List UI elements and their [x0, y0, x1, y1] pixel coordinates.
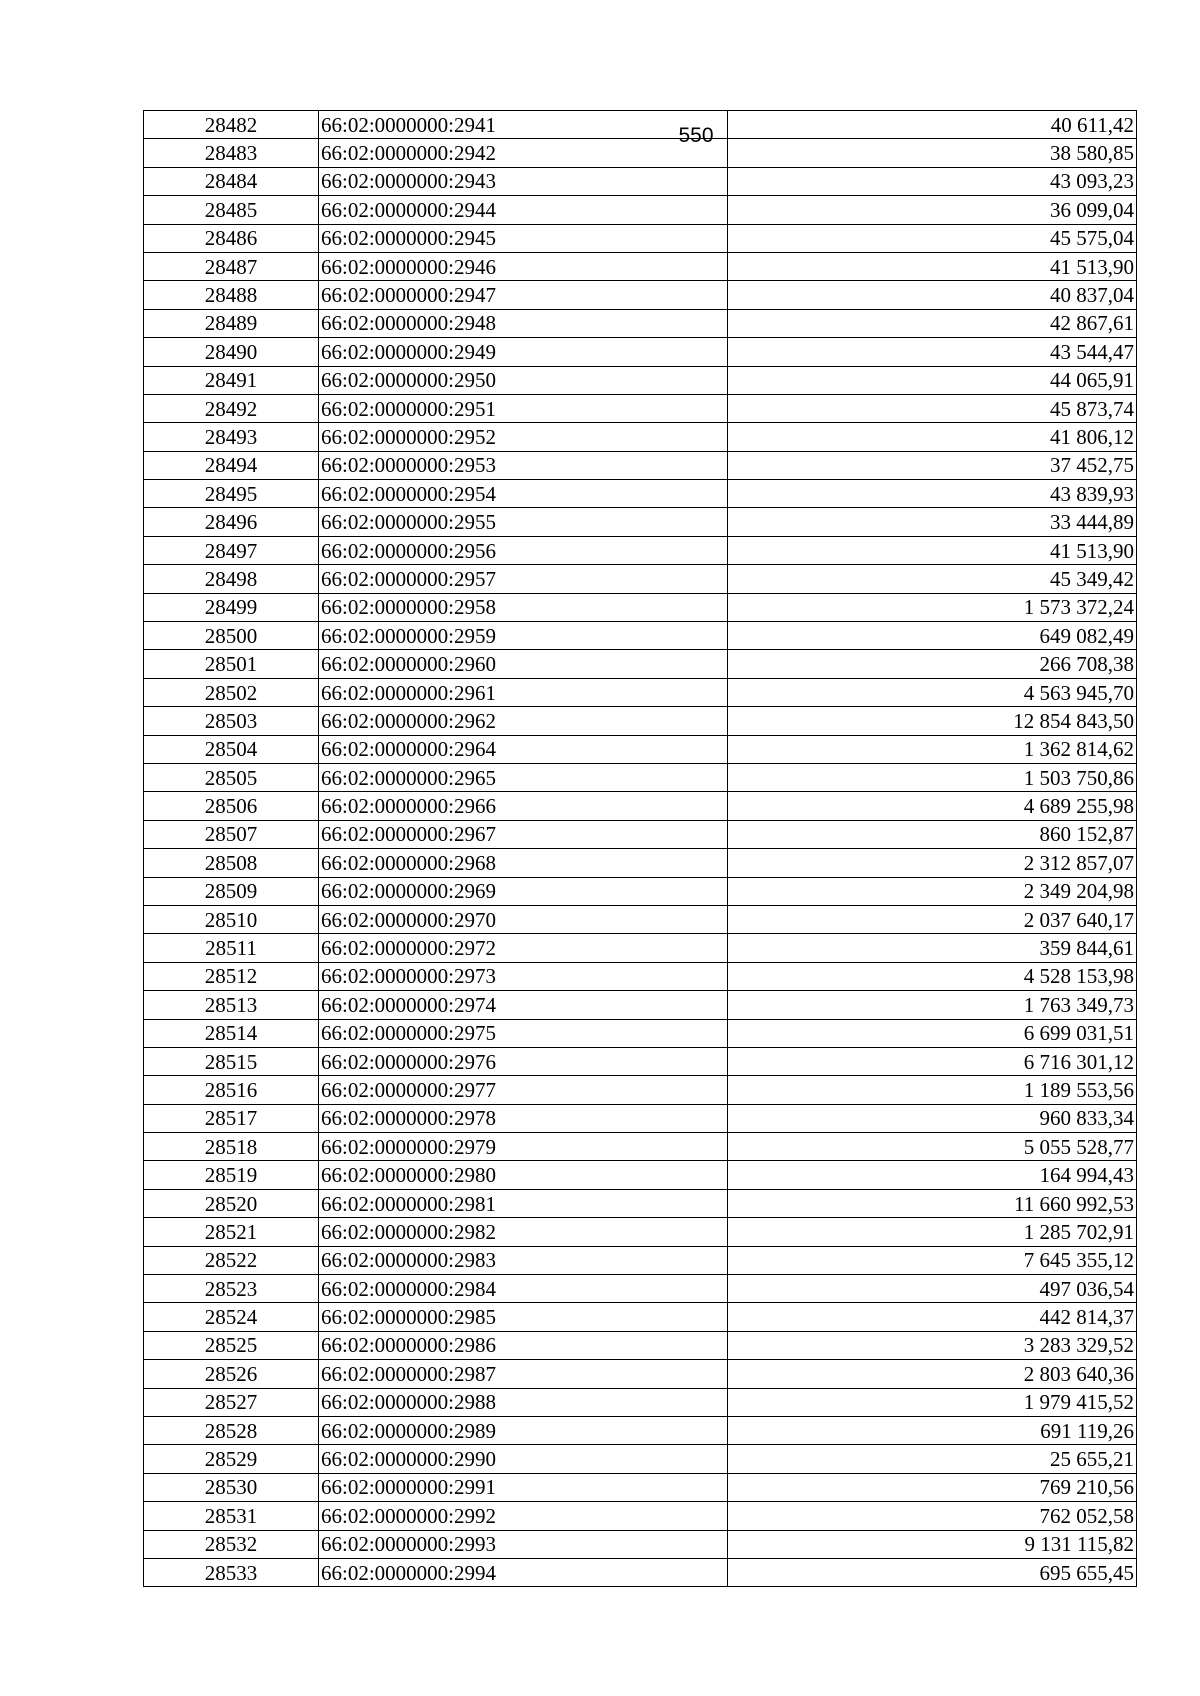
cadastral-value-cell: 1 189 553,56 [728, 1076, 1137, 1104]
cadastral-number-cell: 66:02:0000000:2985 [319, 1303, 728, 1331]
table-row [144, 252, 1137, 280]
cadastral-value-cell: 12 854 843,50 [728, 707, 1137, 735]
cadastral-number-cell: 66:02:0000000:2984 [319, 1275, 728, 1303]
row-number-cell: 28491 [144, 366, 319, 394]
cadastral-number-cell: 66:02:0000000:2944 [319, 196, 728, 224]
table-row [144, 1189, 1137, 1217]
table-row [144, 224, 1137, 252]
table-row [144, 394, 1137, 422]
row-number-cell: 28501 [144, 650, 319, 678]
table-row [144, 707, 1137, 735]
cadastral-number-cell: 66:02:0000000:2965 [319, 763, 728, 791]
row-number-cell: 28507 [144, 820, 319, 848]
cadastral-number-cell: 66:02:0000000:2972 [319, 934, 728, 962]
row-number-cell: 28503 [144, 707, 319, 735]
cadastral-number-cell: 66:02:0000000:2952 [319, 423, 728, 451]
row-number-cell: 28533 [144, 1558, 319, 1586]
cadastral-value-cell: 6 716 301,12 [728, 1047, 1137, 1075]
table-row [144, 934, 1137, 962]
table-row [144, 1019, 1137, 1047]
cadastral-value-cell: 769 210,56 [728, 1473, 1137, 1501]
cadastral-value-cell: 1 763 349,73 [728, 991, 1137, 1019]
table-row [144, 1303, 1137, 1331]
cadastral-number-cell: 66:02:0000000:2955 [319, 508, 728, 536]
cadastral-value-cell: 38 580,85 [728, 139, 1137, 167]
row-number-cell: 28509 [144, 877, 319, 905]
cadastral-value-cell: 1 573 372,24 [728, 593, 1137, 621]
cadastral-number-cell: 66:02:0000000:2949 [319, 338, 728, 366]
cadastral-number-cell: 66:02:0000000:2981 [319, 1189, 728, 1217]
table-row [144, 1388, 1137, 1416]
cadastral-number-cell: 66:02:0000000:2941 [319, 111, 728, 139]
cadastral-value-cell: 691 119,26 [728, 1416, 1137, 1444]
row-number-cell: 28490 [144, 338, 319, 366]
table-row [144, 1104, 1137, 1132]
cadastral-value-cell: 4 528 153,98 [728, 962, 1137, 990]
cadastral-value-cell: 1 503 750,86 [728, 763, 1137, 791]
row-number-cell: 28517 [144, 1104, 319, 1132]
cadastral-value-cell: 960 833,34 [728, 1104, 1137, 1132]
cadastral-number-cell: 66:02:0000000:2978 [319, 1104, 728, 1132]
cadastral-number-cell: 66:02:0000000:2987 [319, 1360, 728, 1388]
cadastral-number-cell: 66:02:0000000:2953 [319, 451, 728, 479]
cadastral-value-cell: 45 349,42 [728, 565, 1137, 593]
row-number-cell: 28496 [144, 508, 319, 536]
table-row [144, 849, 1137, 877]
row-number-cell: 28500 [144, 622, 319, 650]
row-number-cell: 28515 [144, 1047, 319, 1075]
cadastral-value-cell: 1 979 415,52 [728, 1388, 1137, 1416]
row-number-cell: 28492 [144, 394, 319, 422]
cadastral-number-cell: 66:02:0000000:2986 [319, 1331, 728, 1359]
row-number-cell: 28502 [144, 678, 319, 706]
row-number-cell: 28518 [144, 1133, 319, 1161]
cadastral-number-cell: 66:02:0000000:2994 [319, 1558, 728, 1586]
row-number-cell: 28525 [144, 1331, 319, 1359]
row-number-cell: 28499 [144, 593, 319, 621]
cadastral-number-cell: 66:02:0000000:2958 [319, 593, 728, 621]
row-number-cell: 28486 [144, 224, 319, 252]
cadastral-value-cell: 860 152,87 [728, 820, 1137, 848]
table-row [144, 1218, 1137, 1246]
table-row [144, 1047, 1137, 1075]
cadastral-number-cell: 66:02:0000000:2969 [319, 877, 728, 905]
cadastral-value-cell: 442 814,37 [728, 1303, 1137, 1331]
cadastral-number-cell: 66:02:0000000:2980 [319, 1161, 728, 1189]
row-number-cell: 28495 [144, 480, 319, 508]
cadastral-number-cell: 66:02:0000000:2943 [319, 167, 728, 195]
cadastral-value-cell: 359 844,61 [728, 934, 1137, 962]
cadastral-value-cell: 695 655,45 [728, 1558, 1137, 1586]
cadastral-value-cell: 41 513,90 [728, 252, 1137, 280]
row-number-cell: 28498 [144, 565, 319, 593]
row-number-cell: 28482 [144, 111, 319, 139]
table-row [144, 763, 1137, 791]
row-number-cell: 28513 [144, 991, 319, 1019]
cadastral-number-cell: 66:02:0000000:2989 [319, 1416, 728, 1444]
table-row [144, 1473, 1137, 1501]
cadastral-number-cell: 66:02:0000000:2973 [319, 962, 728, 990]
cadastral-number-cell: 66:02:0000000:2968 [319, 849, 728, 877]
table-row [144, 962, 1137, 990]
row-number-cell: 28510 [144, 905, 319, 933]
table-row [144, 423, 1137, 451]
cadastral-value-cell: 3 283 329,52 [728, 1331, 1137, 1359]
data-table [143, 110, 1137, 1587]
row-number-cell: 28494 [144, 451, 319, 479]
cadastral-value-cell: 5 055 528,77 [728, 1133, 1137, 1161]
cadastral-number-cell: 66:02:0000000:2947 [319, 281, 728, 309]
cadastral-number-cell: 66:02:0000000:2982 [319, 1218, 728, 1246]
cadastral-number-cell: 66:02:0000000:2988 [319, 1388, 728, 1416]
cadastral-value-cell: 2 312 857,07 [728, 849, 1137, 877]
table-row [144, 678, 1137, 706]
cadastral-number-cell: 66:02:0000000:2976 [319, 1047, 728, 1075]
table-row [144, 1275, 1137, 1303]
table-row [144, 451, 1137, 479]
cadastral-value-cell: 41 513,90 [728, 536, 1137, 564]
cadastral-number-cell: 66:02:0000000:2974 [319, 991, 728, 1019]
row-number-cell: 28487 [144, 252, 319, 280]
cadastral-number-cell: 66:02:0000000:2951 [319, 394, 728, 422]
row-number-cell: 28527 [144, 1388, 319, 1416]
cadastral-value-cell: 43 839,93 [728, 480, 1137, 508]
table-row [144, 366, 1137, 394]
cadastral-number-cell: 66:02:0000000:2948 [319, 309, 728, 337]
cadastral-number-cell: 66:02:0000000:2993 [319, 1530, 728, 1558]
cadastral-number-cell: 66:02:0000000:2960 [319, 650, 728, 678]
table-row [144, 1076, 1137, 1104]
cadastral-value-cell: 1 285 702,91 [728, 1218, 1137, 1246]
cadastral-number-cell: 66:02:0000000:2970 [319, 905, 728, 933]
row-number-cell: 28485 [144, 196, 319, 224]
row-number-cell: 28504 [144, 735, 319, 763]
cadastral-number-cell: 66:02:0000000:2964 [319, 735, 728, 763]
cadastral-value-cell: 4 563 945,70 [728, 678, 1137, 706]
cadastral-value-cell: 4 689 255,98 [728, 792, 1137, 820]
table-row [144, 309, 1137, 337]
cadastral-number-cell: 66:02:0000000:2946 [319, 252, 728, 280]
cadastral-number-cell: 66:02:0000000:2950 [319, 366, 728, 394]
table-row [144, 1161, 1137, 1189]
cadastral-number-cell: 66:02:0000000:2957 [319, 565, 728, 593]
table-row [144, 991, 1137, 1019]
table-row [144, 820, 1137, 848]
table-row [144, 338, 1137, 366]
row-number-cell: 28516 [144, 1076, 319, 1104]
row-number-cell: 28526 [144, 1360, 319, 1388]
cadastral-number-cell: 66:02:0000000:2983 [319, 1246, 728, 1274]
table-row [144, 1530, 1137, 1558]
cadastral-value-cell: 11 660 992,53 [728, 1189, 1137, 1217]
table-row [144, 281, 1137, 309]
cadastral-value-cell: 37 452,75 [728, 451, 1137, 479]
cadastral-value-cell: 42 867,61 [728, 309, 1137, 337]
cadastral-number-cell: 66:02:0000000:2967 [319, 820, 728, 848]
row-number-cell: 28530 [144, 1473, 319, 1501]
cadastral-value-cell: 36 099,04 [728, 196, 1137, 224]
table-row [144, 622, 1137, 650]
table-row [144, 1558, 1137, 1586]
table-row [144, 139, 1137, 167]
table-body [144, 111, 1137, 1587]
cadastral-value-cell: 43 093,23 [728, 167, 1137, 195]
row-number-cell: 28511 [144, 934, 319, 962]
cadastral-value-cell: 41 806,12 [728, 423, 1137, 451]
cadastral-value-cell: 7 645 355,12 [728, 1246, 1137, 1274]
cadastral-value-cell: 40 611,42 [728, 111, 1137, 139]
row-number-cell: 28523 [144, 1275, 319, 1303]
cadastral-number-cell: 66:02:0000000:2991 [319, 1473, 728, 1501]
cadastral-number-cell: 66:02:0000000:2959 [319, 622, 728, 650]
table-row [144, 1416, 1137, 1444]
cadastral-value-cell: 9 131 115,82 [728, 1530, 1137, 1558]
row-number-cell: 28519 [144, 1161, 319, 1189]
row-number-cell: 28497 [144, 536, 319, 564]
row-number-cell: 28532 [144, 1530, 319, 1558]
table-row [144, 480, 1137, 508]
cadastral-value-cell: 45 873,74 [728, 394, 1137, 422]
row-number-cell: 28522 [144, 1246, 319, 1274]
row-number-cell: 28483 [144, 139, 319, 167]
page-number: 550 [678, 124, 714, 147]
cadastral-number-cell: 66:02:0000000:2945 [319, 224, 728, 252]
cadastral-number-cell: 66:02:0000000:2962 [319, 707, 728, 735]
table-row [144, 111, 1137, 139]
cadastral-value-cell: 762 052,58 [728, 1502, 1137, 1530]
cadastral-value-cell: 2 037 640,17 [728, 905, 1137, 933]
cadastral-value-cell: 44 065,91 [728, 366, 1137, 394]
row-number-cell: 28529 [144, 1445, 319, 1473]
cadastral-number-cell: 66:02:0000000:2990 [319, 1445, 728, 1473]
table-row [144, 196, 1137, 224]
cadastral-number-cell: 66:02:0000000:2977 [319, 1076, 728, 1104]
table-row [144, 792, 1137, 820]
cadastral-value-cell: 649 082,49 [728, 622, 1137, 650]
cadastral-value-cell: 497 036,54 [728, 1275, 1137, 1303]
row-number-cell: 28520 [144, 1189, 319, 1217]
table-row [144, 1246, 1137, 1274]
table-row [144, 1502, 1137, 1530]
row-number-cell: 28531 [144, 1502, 319, 1530]
row-number-cell: 28493 [144, 423, 319, 451]
row-number-cell: 28512 [144, 962, 319, 990]
cadastral-number-cell: 66:02:0000000:2979 [319, 1133, 728, 1161]
table-row [144, 735, 1137, 763]
row-number-cell: 28524 [144, 1303, 319, 1331]
table-row [144, 877, 1137, 905]
table-row [144, 167, 1137, 195]
cadastral-number-cell: 66:02:0000000:2966 [319, 792, 728, 820]
table-row [144, 1445, 1137, 1473]
cadastral-number-cell: 66:02:0000000:2942 [319, 139, 728, 167]
row-number-cell: 28508 [144, 849, 319, 877]
table-row [144, 565, 1137, 593]
cadastral-value-cell: 45 575,04 [728, 224, 1137, 252]
cadastral-value-cell: 25 655,21 [728, 1445, 1137, 1473]
row-number-cell: 28514 [144, 1019, 319, 1047]
cadastral-number-cell: 66:02:0000000:2975 [319, 1019, 728, 1047]
table-row [144, 1331, 1137, 1359]
cadastral-value-cell: 164 994,43 [728, 1161, 1137, 1189]
cadastral-value-cell: 6 699 031,51 [728, 1019, 1137, 1047]
row-number-cell: 28521 [144, 1218, 319, 1246]
cadastral-value-cell: 33 444,89 [728, 508, 1137, 536]
cadastral-number-cell: 66:02:0000000:2992 [319, 1502, 728, 1530]
row-number-cell: 28505 [144, 763, 319, 791]
cadastral-value-cell: 266 708,38 [728, 650, 1137, 678]
table-row [144, 1133, 1137, 1161]
cadastral-value-cell: 40 837,04 [728, 281, 1137, 309]
row-number-cell: 28488 [144, 281, 319, 309]
row-number-cell: 28484 [144, 167, 319, 195]
table-row [144, 1360, 1137, 1388]
cadastral-value-cell: 1 362 814,62 [728, 735, 1137, 763]
cadastral-value-cell: 2 803 640,36 [728, 1360, 1137, 1388]
cadastral-value-cell: 2 349 204,98 [728, 877, 1137, 905]
cadastral-number-cell: 66:02:0000000:2954 [319, 480, 728, 508]
row-number-cell: 28489 [144, 309, 319, 337]
table-row [144, 593, 1137, 621]
cadastral-value-cell: 43 544,47 [728, 338, 1137, 366]
table-row [144, 650, 1137, 678]
cadastral-number-cell: 66:02:0000000:2956 [319, 536, 728, 564]
row-number-cell: 28528 [144, 1416, 319, 1444]
row-number-cell: 28506 [144, 792, 319, 820]
table-row [144, 536, 1137, 564]
table-row [144, 905, 1137, 933]
table-row [144, 508, 1137, 536]
cadastral-number-cell: 66:02:0000000:2961 [319, 678, 728, 706]
